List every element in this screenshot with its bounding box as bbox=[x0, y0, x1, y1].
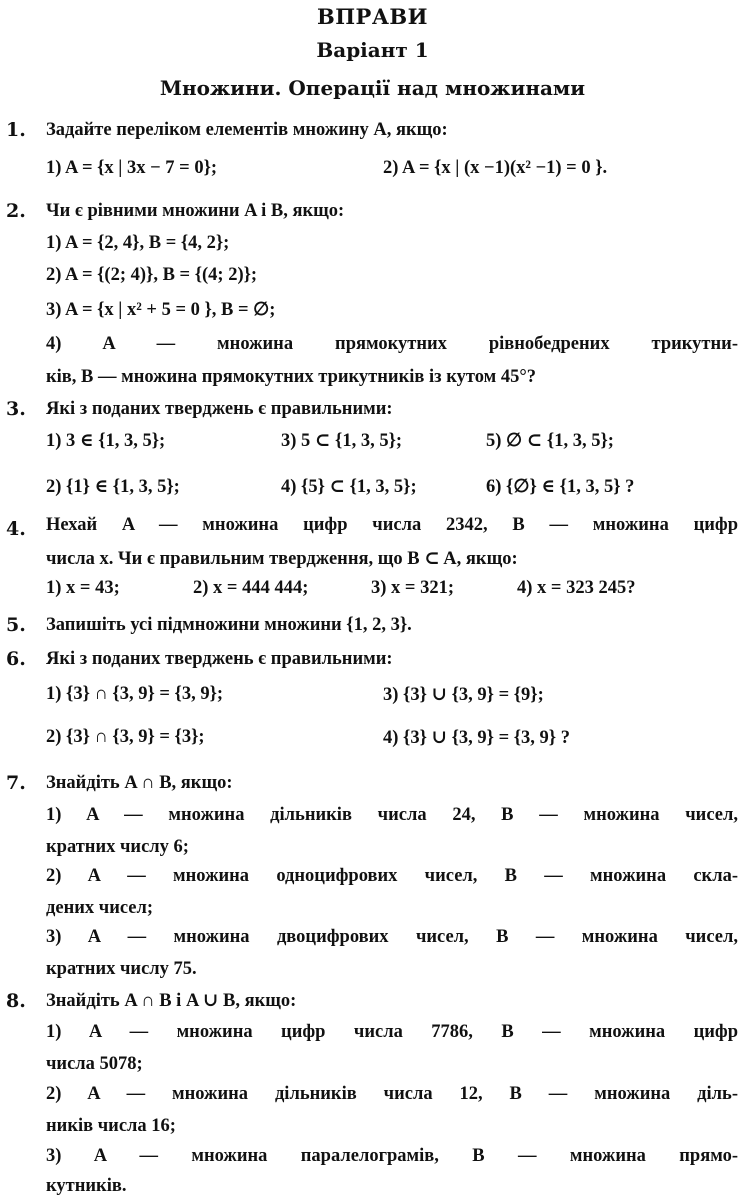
exercise-2-number: 2. bbox=[6, 200, 26, 222]
exercise-3-item-3: 3) 5 ⊂ {1, 3, 5}; bbox=[281, 431, 403, 451]
exercise-7-item-3-line-2: кратних числу 75. bbox=[46, 959, 197, 979]
exercise-3-text: Які з поданих тверджень є правильними: bbox=[46, 399, 393, 419]
exercise-5-number: 5. bbox=[6, 614, 26, 636]
exercise-7-item-1-line-2: кратних числу 6; bbox=[46, 837, 189, 857]
exercise-2-text: Чи є рівними множини A і B, якщо: bbox=[46, 201, 345, 221]
exercise-7-item-3-line-1: 3) A — множина двоцифрових чисел, B — множина чисел, bbox=[46, 927, 738, 947]
exercise-2-item-4-line-1: 4) A — множина прямокутних рівнобедрених трикутни- bbox=[46, 334, 738, 354]
exercise-3-number: 3. bbox=[6, 398, 26, 420]
exercise-5-text: Запишіть усі підмножини множини {1, 2, 3}. bbox=[46, 615, 412, 635]
exercise-3-item-4: 4) {5} ⊂ {1, 3, 5}; bbox=[281, 477, 417, 497]
exercise-3-item-5: 5) ∅ ⊂ {1, 3, 5}; bbox=[486, 431, 614, 451]
exercise-4-item-4: 4) x = 323 245? bbox=[517, 578, 636, 598]
exercise-8-text: Знайдіть A ∩ B і A ∪ B, якщо: bbox=[46, 991, 297, 1011]
exercise-7-item-1-line-1: 1) A — множина дільників числа 24, B — множина чисел, bbox=[46, 805, 738, 825]
exercise-7-text: Знайдіть A ∩ B, якщо: bbox=[46, 773, 233, 793]
exercise-1-number: 1. bbox=[6, 119, 26, 141]
exercise-1-item-2: 2) A = {x | (x −1)(x² −1) = 0 }. bbox=[383, 158, 608, 178]
exercise-3-item-2: 2) {1} ∈ {1, 3, 5}; bbox=[46, 477, 180, 497]
exercise-3-item-1: 1) 3 ∈ {1, 3, 5}; bbox=[46, 431, 166, 451]
exercise-4-item-3: 3) x = 321; bbox=[371, 578, 454, 598]
exercise-6-item-3: 3) {3} ∪ {3, 9} = {9}; bbox=[383, 685, 544, 705]
exercise-4-line-2: числа x. Чи є правильним твердження, що B ⊂ A, якщо: bbox=[46, 549, 518, 569]
exercise-2-item-2: 2) A = {(2; 4)}, B = {(4; 2)}; bbox=[46, 265, 258, 285]
exercise-2-item-4-line-2: ків, B — множина прямокутних трикутників із кутом 45°? bbox=[46, 367, 536, 387]
exercise-4-item-2: 2) x = 444 444; bbox=[193, 578, 309, 598]
topic-heading: Множини. Операції над множинами bbox=[159, 76, 586, 100]
exercise-7-number: 7. bbox=[6, 772, 26, 794]
exercise-4-number: 4. bbox=[6, 518, 26, 540]
exercise-6-text: Які з поданих тверджень є правильними: bbox=[46, 649, 393, 669]
exercise-7-item-2-line-2: дених чисел; bbox=[46, 898, 154, 918]
exercise-8-item-2-line-1: 2) A — множина дільників числа 12, B — множина діль- bbox=[46, 1084, 738, 1104]
exercise-7-item-2-line-1: 2) A — множина одноцифрових чисел, B — множина скла- bbox=[46, 866, 738, 886]
exercise-8-number: 8. bbox=[6, 990, 26, 1012]
exercise-8-item-3-line-1: 3) A — множина паралелограмів, B — множина прямо- bbox=[46, 1146, 738, 1166]
page-title: ВПРАВИ bbox=[316, 4, 429, 29]
exercise-2-item-3: 3) A = {x | x² + 5 = 0 }, B = ∅; bbox=[46, 300, 276, 320]
exercise-1-text: Задайте переліком елементів множину A, якщо: bbox=[46, 120, 448, 140]
exercise-3-item-6: 6) {∅} ∈ {1, 3, 5} ? bbox=[486, 477, 635, 497]
variant-heading: Варіант 1 bbox=[316, 38, 429, 62]
exercise-1-item-1: 1) A = {x | 3x − 7 = 0}; bbox=[46, 158, 218, 178]
exercise-6-number: 6. bbox=[6, 648, 26, 670]
exercise-6-item-1: 1) {3} ∩ {3, 9} = {3, 9}; bbox=[46, 684, 224, 704]
exercise-6-item-4: 4) {3} ∪ {3, 9} = {3, 9} ? bbox=[383, 728, 570, 748]
exercise-8-item-3-line-2: кутників. bbox=[46, 1176, 127, 1196]
exercise-8-item-1-line-2: числа 5078; bbox=[46, 1054, 143, 1074]
exercise-4-item-1: 1) x = 43; bbox=[46, 578, 120, 598]
exercise-2-item-1: 1) A = {2, 4}, B = {4, 2}; bbox=[46, 233, 230, 253]
exercise-4-line-1: Нехай A — множина цифр числа 2342, B — множина цифр bbox=[46, 515, 738, 535]
exercise-6-item-2: 2) {3} ∩ {3, 9} = {3}; bbox=[46, 727, 205, 747]
exercise-8-item-2-line-2: ників числа 16; bbox=[46, 1116, 176, 1136]
exercise-8-item-1-line-1: 1) A — множина цифр числа 7786, B — множина цифр bbox=[46, 1022, 738, 1042]
